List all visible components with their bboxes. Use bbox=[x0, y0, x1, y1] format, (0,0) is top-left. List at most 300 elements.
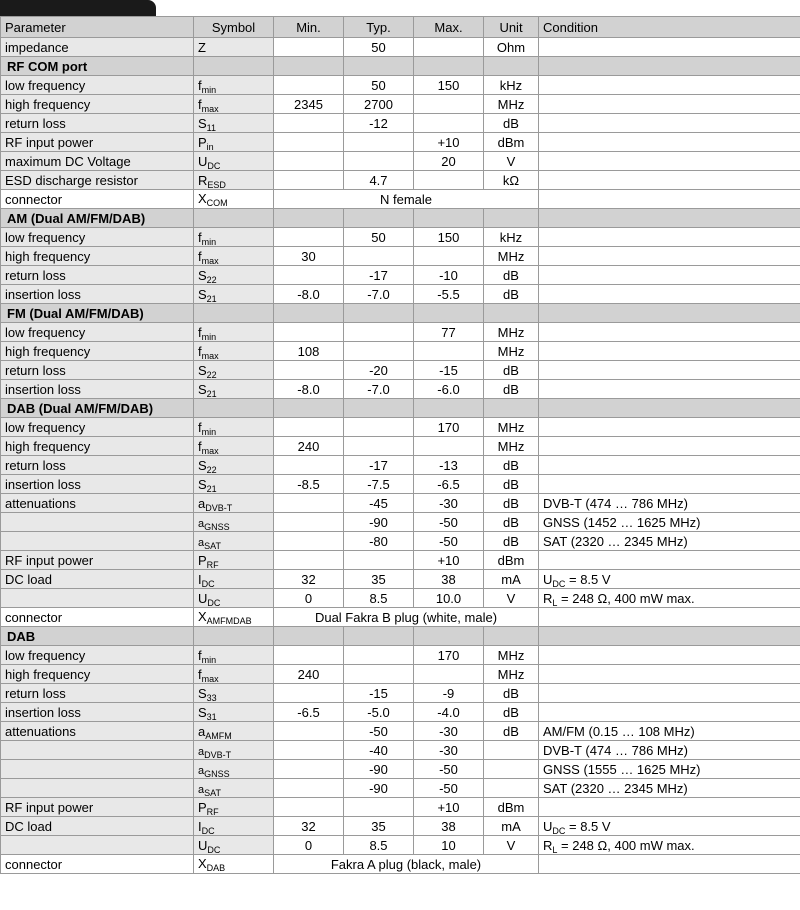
cell-symbol: $f_{min}$ bbox=[194, 228, 274, 247]
table-row bbox=[1, 190, 800, 209]
cell-symbol: $P_{in}$ bbox=[194, 133, 274, 152]
cell-condition bbox=[539, 608, 800, 627]
table-row bbox=[1, 171, 800, 190]
cell-parameter: DC load bbox=[1, 817, 194, 836]
table-row bbox=[1, 361, 800, 380]
group-cell bbox=[344, 627, 414, 646]
cell-symbol: $S_{31}$ bbox=[194, 703, 274, 722]
cell-parameter: low frequency bbox=[1, 646, 194, 665]
table-row bbox=[1, 513, 800, 532]
cell-max bbox=[414, 665, 484, 684]
table-row bbox=[1, 247, 800, 266]
cell-symbol: $f_{max}$ bbox=[194, 342, 274, 361]
table-row bbox=[1, 418, 800, 437]
cell-condition bbox=[539, 475, 800, 494]
cell-unit: MHz bbox=[484, 247, 539, 266]
cell-min: 240 bbox=[274, 665, 344, 684]
table-row bbox=[1, 817, 800, 836]
cell-unit bbox=[484, 760, 539, 779]
cell-condition bbox=[539, 171, 800, 190]
cell-condition bbox=[539, 228, 800, 247]
group-label: DAB (Dual AM/FM/DAB) bbox=[1, 399, 194, 418]
cell-symbol: $X_{AMFMDAB}$ bbox=[194, 608, 274, 627]
table-body bbox=[1, 38, 800, 874]
cell-min: 2345 bbox=[274, 95, 344, 114]
cell-max: -13 bbox=[414, 456, 484, 475]
cell-symbol: Z bbox=[194, 38, 274, 57]
cell-condition bbox=[539, 38, 800, 57]
cell-min bbox=[274, 779, 344, 798]
cell-unit: dB bbox=[484, 380, 539, 399]
tab-strip bbox=[0, 0, 800, 16]
cell-min: 32 bbox=[274, 817, 344, 836]
cell-condition bbox=[539, 361, 800, 380]
cell-unit: V bbox=[484, 589, 539, 608]
cell-unit: kΩ bbox=[484, 171, 539, 190]
cell-typ bbox=[344, 437, 414, 456]
cell-min bbox=[274, 76, 344, 95]
cell-unit: dB bbox=[484, 475, 539, 494]
cell-max: 150 bbox=[414, 228, 484, 247]
cell-condition bbox=[539, 190, 800, 209]
table-row bbox=[1, 741, 800, 760]
cell-min bbox=[274, 741, 344, 760]
cell-symbol: $U_{DC}$ bbox=[194, 836, 274, 855]
cell-unit: MHz bbox=[484, 437, 539, 456]
cell-min bbox=[274, 646, 344, 665]
cell-parameter: DC load bbox=[1, 570, 194, 589]
cell-min: -8.5 bbox=[274, 475, 344, 494]
cell-unit: kHz bbox=[484, 228, 539, 247]
table-row bbox=[1, 532, 800, 551]
cell-symbol: $a_{GNSS}$ bbox=[194, 760, 274, 779]
group-cell bbox=[539, 304, 800, 323]
cell-max: -6.5 bbox=[414, 475, 484, 494]
cell-symbol: $I_{DC}$ bbox=[194, 570, 274, 589]
table-row bbox=[1, 266, 800, 285]
table-row bbox=[1, 95, 800, 114]
group-cell bbox=[484, 57, 539, 76]
cell-parameter: attenuations bbox=[1, 494, 194, 513]
cell-max: -50 bbox=[414, 760, 484, 779]
cell-max: 38 bbox=[414, 570, 484, 589]
cell-symbol: $a_{DVB-T}$ bbox=[194, 741, 274, 760]
cell-min bbox=[274, 266, 344, 285]
table-row bbox=[1, 475, 800, 494]
cell-min: 108 bbox=[274, 342, 344, 361]
cell-condition bbox=[539, 551, 800, 570]
cell-unit: dBm bbox=[484, 133, 539, 152]
column-header-min: Min. bbox=[274, 17, 344, 38]
cell-condition bbox=[539, 76, 800, 95]
cell-max: 10.0 bbox=[414, 589, 484, 608]
cell-typ bbox=[344, 798, 414, 817]
cell-min: -8.0 bbox=[274, 285, 344, 304]
cell-unit: dBm bbox=[484, 551, 539, 570]
cell-symbol: $S_{21}$ bbox=[194, 475, 274, 494]
cell-parameter: maximum DC Voltage bbox=[1, 152, 194, 171]
cell-unit: Ohm bbox=[484, 38, 539, 57]
cell-min bbox=[274, 133, 344, 152]
cell-condition bbox=[539, 323, 800, 342]
cell-parameter bbox=[1, 779, 194, 798]
cell-condition: $R_L = 248$ Ω, 400 mW max. bbox=[539, 589, 800, 608]
group-cell bbox=[414, 209, 484, 228]
cell-max: 10 bbox=[414, 836, 484, 855]
table-row bbox=[1, 228, 800, 247]
group-cell bbox=[484, 627, 539, 646]
cell-parameter bbox=[1, 836, 194, 855]
cell-unit: kHz bbox=[484, 76, 539, 95]
cell-parameter: return loss bbox=[1, 684, 194, 703]
cell-symbol: $S_{33}$ bbox=[194, 684, 274, 703]
cell-min bbox=[274, 114, 344, 133]
cell-condition: AM/FM (0.15 … 108 MHz) bbox=[539, 722, 800, 741]
cell-max: -30 bbox=[414, 741, 484, 760]
group-label: RF COM port bbox=[1, 57, 194, 76]
group-cell bbox=[484, 399, 539, 418]
cell-min bbox=[274, 323, 344, 342]
table-group-row bbox=[1, 57, 800, 76]
group-cell bbox=[539, 399, 800, 418]
cell-unit: dB bbox=[484, 703, 539, 722]
table-row bbox=[1, 836, 800, 855]
cell-max: +10 bbox=[414, 551, 484, 570]
cell-unit: dB bbox=[484, 532, 539, 551]
cell-max: -15 bbox=[414, 361, 484, 380]
cell-symbol: $f_{min}$ bbox=[194, 323, 274, 342]
cell-typ: -40 bbox=[344, 741, 414, 760]
cell-unit: dB bbox=[484, 722, 539, 741]
cell-max: 170 bbox=[414, 418, 484, 437]
group-cell bbox=[194, 399, 274, 418]
cell-min bbox=[274, 456, 344, 475]
cell-unit: MHz bbox=[484, 646, 539, 665]
cell-parameter: high frequency bbox=[1, 247, 194, 266]
cell-min bbox=[274, 551, 344, 570]
cell-parameter: insertion loss bbox=[1, 380, 194, 399]
column-header-typ: Typ. bbox=[344, 17, 414, 38]
column-header-symbol: Symbol bbox=[194, 17, 274, 38]
cell-min bbox=[274, 684, 344, 703]
group-label: DAB bbox=[1, 627, 194, 646]
cell-symbol: $S_{21}$ bbox=[194, 285, 274, 304]
cell-max: -5.5 bbox=[414, 285, 484, 304]
cell-typ bbox=[344, 665, 414, 684]
cell-parameter: connector bbox=[1, 855, 194, 874]
cell-typ: -20 bbox=[344, 361, 414, 380]
cell-max bbox=[414, 95, 484, 114]
table-row bbox=[1, 494, 800, 513]
table-row bbox=[1, 133, 800, 152]
cell-parameter: insertion loss bbox=[1, 703, 194, 722]
cell-min: 0 bbox=[274, 589, 344, 608]
table-row bbox=[1, 665, 800, 684]
table-row bbox=[1, 855, 800, 874]
cell-condition bbox=[539, 380, 800, 399]
cell-typ bbox=[344, 247, 414, 266]
cell-max bbox=[414, 114, 484, 133]
cell-condition bbox=[539, 855, 800, 874]
table-row bbox=[1, 342, 800, 361]
cell-unit: MHz bbox=[484, 665, 539, 684]
group-cell bbox=[539, 627, 800, 646]
cell-symbol: $S_{11}$ bbox=[194, 114, 274, 133]
cell-typ: -80 bbox=[344, 532, 414, 551]
column-header-unit: Unit bbox=[484, 17, 539, 38]
cell-unit: dB bbox=[484, 684, 539, 703]
cell-typ: -45 bbox=[344, 494, 414, 513]
cell-symbol: $S_{21}$ bbox=[194, 380, 274, 399]
cell-symbol: $S_{22}$ bbox=[194, 266, 274, 285]
group-cell bbox=[194, 627, 274, 646]
cell-min bbox=[274, 228, 344, 247]
cell-condition bbox=[539, 152, 800, 171]
cell-parameter: return loss bbox=[1, 266, 194, 285]
cell-condition: SAT (2320 … 2345 MHz) bbox=[539, 779, 800, 798]
cell-unit: V bbox=[484, 152, 539, 171]
cell-max: -50 bbox=[414, 513, 484, 532]
group-cell bbox=[484, 304, 539, 323]
cell-parameter: low frequency bbox=[1, 323, 194, 342]
group-cell bbox=[539, 209, 800, 228]
group-cell bbox=[414, 304, 484, 323]
table-row bbox=[1, 589, 800, 608]
cell-symbol: $X_{COM}$ bbox=[194, 190, 274, 209]
group-cell bbox=[414, 627, 484, 646]
cell-parameter bbox=[1, 513, 194, 532]
cell-condition bbox=[539, 133, 800, 152]
cell-max bbox=[414, 171, 484, 190]
cell-parameter: high frequency bbox=[1, 437, 194, 456]
table-row bbox=[1, 608, 800, 627]
cell-parameter: connector bbox=[1, 608, 194, 627]
cell-parameter: insertion loss bbox=[1, 475, 194, 494]
group-cell bbox=[344, 399, 414, 418]
cell-max bbox=[414, 437, 484, 456]
cell-typ: 50 bbox=[344, 228, 414, 247]
cell-condition: GNSS (1452 … 1625 MHz) bbox=[539, 513, 800, 532]
cell-condition bbox=[539, 95, 800, 114]
cell-typ: 50 bbox=[344, 76, 414, 95]
cell-symbol: $f_{min}$ bbox=[194, 646, 274, 665]
cell-min bbox=[274, 38, 344, 57]
cell-max bbox=[414, 247, 484, 266]
cell-parameter: connector bbox=[1, 190, 194, 209]
table-row bbox=[1, 722, 800, 741]
cell-max: 170 bbox=[414, 646, 484, 665]
table-group-row bbox=[1, 209, 800, 228]
cell-condition: SAT (2320 … 2345 MHz) bbox=[539, 532, 800, 551]
cell-condition bbox=[539, 703, 800, 722]
cell-parameter: low frequency bbox=[1, 228, 194, 247]
cell-symbol: $P_{RF}$ bbox=[194, 551, 274, 570]
cell-symbol: $U_{DC}$ bbox=[194, 152, 274, 171]
cell-condition: DVB-T (474 … 786 MHz) bbox=[539, 494, 800, 513]
group-cell bbox=[274, 399, 344, 418]
cell-unit: dB bbox=[484, 494, 539, 513]
cell-unit: V bbox=[484, 836, 539, 855]
cell-unit bbox=[484, 741, 539, 760]
table-row bbox=[1, 760, 800, 779]
cell-symbol: $f_{max}$ bbox=[194, 247, 274, 266]
cell-condition: DVB-T (474 … 786 MHz) bbox=[539, 741, 800, 760]
cell-parameter: high frequency bbox=[1, 342, 194, 361]
cell-parameter: impedance bbox=[1, 38, 194, 57]
cell-max: 38 bbox=[414, 817, 484, 836]
cell-typ bbox=[344, 551, 414, 570]
cell-max: -30 bbox=[414, 494, 484, 513]
cell-symbol: $a_{SAT}$ bbox=[194, 532, 274, 551]
cell-typ: -7.0 bbox=[344, 380, 414, 399]
cell-min bbox=[274, 760, 344, 779]
cell-condition bbox=[539, 665, 800, 684]
cell-max: -6.0 bbox=[414, 380, 484, 399]
cell-typ: -90 bbox=[344, 760, 414, 779]
cell-symbol: $I_{DC}$ bbox=[194, 817, 274, 836]
cell-unit: dB bbox=[484, 456, 539, 475]
table-header-row bbox=[1, 17, 800, 38]
cell-max: -4.0 bbox=[414, 703, 484, 722]
cell-max: -30 bbox=[414, 722, 484, 741]
cell-unit: mA bbox=[484, 570, 539, 589]
cell-condition bbox=[539, 437, 800, 456]
column-header-condition: Condition bbox=[539, 17, 800, 38]
cell-unit: dB bbox=[484, 266, 539, 285]
table-row bbox=[1, 76, 800, 95]
table-row bbox=[1, 323, 800, 342]
group-cell bbox=[274, 57, 344, 76]
cell-parameter: RF input power bbox=[1, 133, 194, 152]
cell-parameter: attenuations bbox=[1, 722, 194, 741]
table-group-row bbox=[1, 399, 800, 418]
cell-condition bbox=[539, 798, 800, 817]
group-cell bbox=[274, 304, 344, 323]
group-cell bbox=[539, 57, 800, 76]
column-header-max: Max. bbox=[414, 17, 484, 38]
cell-symbol: $a_{SAT}$ bbox=[194, 779, 274, 798]
cell-min bbox=[274, 171, 344, 190]
cell-parameter: high frequency bbox=[1, 665, 194, 684]
cell-max: -50 bbox=[414, 779, 484, 798]
group-label: AM (Dual AM/FM/DAB) bbox=[1, 209, 194, 228]
cell-typ bbox=[344, 133, 414, 152]
cell-unit bbox=[484, 779, 539, 798]
cell-typ: -5.0 bbox=[344, 703, 414, 722]
cell-max bbox=[414, 342, 484, 361]
cell-typ: -12 bbox=[344, 114, 414, 133]
cell-min bbox=[274, 361, 344, 380]
cell-typ: 50 bbox=[344, 38, 414, 57]
cell-unit: MHz bbox=[484, 342, 539, 361]
cell-connector-value: N female bbox=[274, 190, 539, 209]
cell-max: +10 bbox=[414, 133, 484, 152]
cell-min bbox=[274, 152, 344, 171]
cell-parameter: ESD discharge resistor bbox=[1, 171, 194, 190]
section-tab bbox=[0, 0, 156, 16]
cell-min bbox=[274, 418, 344, 437]
cell-symbol: $X_{DAB}$ bbox=[194, 855, 274, 874]
cell-symbol: $f_{max}$ bbox=[194, 95, 274, 114]
cell-typ: 2700 bbox=[344, 95, 414, 114]
cell-unit: MHz bbox=[484, 418, 539, 437]
cell-parameter: RF input power bbox=[1, 798, 194, 817]
cell-symbol: $f_{max}$ bbox=[194, 437, 274, 456]
group-cell bbox=[344, 304, 414, 323]
table-row bbox=[1, 646, 800, 665]
cell-typ: -7.0 bbox=[344, 285, 414, 304]
cell-symbol: $f_{max}$ bbox=[194, 665, 274, 684]
cell-symbol: $a_{GNSS}$ bbox=[194, 513, 274, 532]
cell-parameter: insertion loss bbox=[1, 285, 194, 304]
cell-parameter: return loss bbox=[1, 361, 194, 380]
cell-min bbox=[274, 722, 344, 741]
table-row bbox=[1, 114, 800, 133]
cell-symbol: $R_{ESD}$ bbox=[194, 171, 274, 190]
cell-symbol: $a_{DVB-T}$ bbox=[194, 494, 274, 513]
cell-min: 32 bbox=[274, 570, 344, 589]
table-row bbox=[1, 703, 800, 722]
cell-min: 30 bbox=[274, 247, 344, 266]
cell-typ bbox=[344, 646, 414, 665]
cell-condition bbox=[539, 285, 800, 304]
group-cell bbox=[344, 57, 414, 76]
cell-typ: -90 bbox=[344, 513, 414, 532]
cell-parameter bbox=[1, 589, 194, 608]
cell-typ: -17 bbox=[344, 266, 414, 285]
cell-max bbox=[414, 38, 484, 57]
cell-unit: MHz bbox=[484, 95, 539, 114]
cell-typ: -7.5 bbox=[344, 475, 414, 494]
group-cell bbox=[414, 57, 484, 76]
cell-connector-value: Dual Fakra B plug (white, male) bbox=[274, 608, 539, 627]
cell-condition bbox=[539, 266, 800, 285]
cell-typ: -17 bbox=[344, 456, 414, 475]
table-group-row bbox=[1, 627, 800, 646]
cell-max: +10 bbox=[414, 798, 484, 817]
table-row bbox=[1, 437, 800, 456]
cell-parameter: RF input power bbox=[1, 551, 194, 570]
cell-max: 77 bbox=[414, 323, 484, 342]
cell-symbol: $U_{DC}$ bbox=[194, 589, 274, 608]
column-header-parameter: Parameter bbox=[1, 17, 194, 38]
cell-condition bbox=[539, 247, 800, 266]
group-cell bbox=[274, 209, 344, 228]
specification-table bbox=[0, 16, 800, 874]
group-cell bbox=[194, 209, 274, 228]
cell-parameter: return loss bbox=[1, 456, 194, 475]
cell-max: 20 bbox=[414, 152, 484, 171]
cell-unit: dB bbox=[484, 361, 539, 380]
group-cell bbox=[194, 57, 274, 76]
cell-symbol: $f_{min}$ bbox=[194, 76, 274, 95]
cell-condition: $U_{DC} = 8.5$ V bbox=[539, 817, 800, 836]
cell-symbol: $S_{22}$ bbox=[194, 456, 274, 475]
cell-max: 150 bbox=[414, 76, 484, 95]
table-row bbox=[1, 779, 800, 798]
cell-max: -10 bbox=[414, 266, 484, 285]
group-cell bbox=[274, 627, 344, 646]
table-row bbox=[1, 380, 800, 399]
cell-symbol: $S_{22}$ bbox=[194, 361, 274, 380]
cell-typ: 4.7 bbox=[344, 171, 414, 190]
table-row bbox=[1, 570, 800, 589]
group-cell bbox=[414, 399, 484, 418]
cell-unit: dB bbox=[484, 285, 539, 304]
cell-typ: -90 bbox=[344, 779, 414, 798]
cell-typ bbox=[344, 418, 414, 437]
cell-condition: $U_{DC} = 8.5$ V bbox=[539, 570, 800, 589]
